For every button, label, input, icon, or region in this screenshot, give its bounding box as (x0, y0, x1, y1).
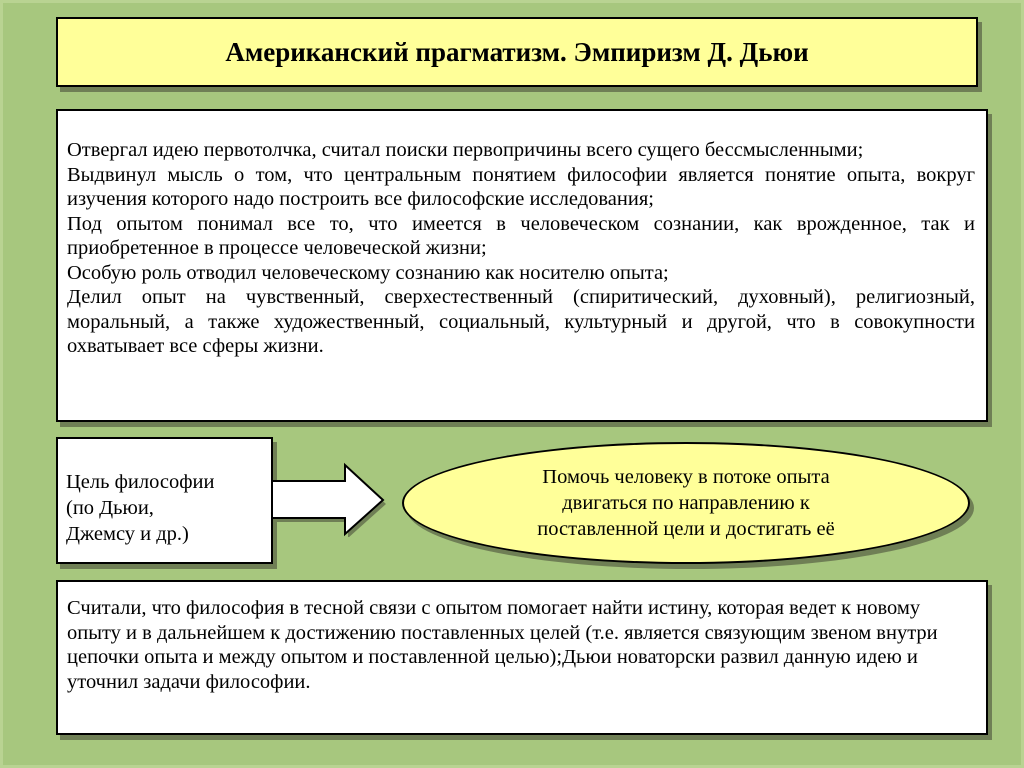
goal-text (476, 464, 896, 542)
title-box (56, 17, 978, 87)
main-point: Делил опыт на чувственный, сверхестественный (спиритический, духовный), религиозный, моральный, а также художественный, социальный, культурный и другой, что в совокупности охватывает все сферы жизни. (67, 286, 975, 357)
slide-title: Американский прагматизм. Эмпиризм Д. Дьюи (225, 36, 809, 67)
goal-ellipse (402, 442, 970, 564)
main-points-box (56, 109, 988, 422)
right-arrow-icon (269, 462, 387, 537)
goal-label-line: Джемсу и др.) (66, 523, 189, 545)
main-point: Особую роль отводил человеческому сознанию как носителю опыта; (67, 261, 669, 284)
goal-label-box (56, 437, 273, 564)
conclusion-text: Считали, что философия в тесной связи с опытом помогает найти истину, которая ведет к новому опыту и в дальнейшем к достижению поставленных целей (т.е. является связующим звеном внутри цепочки опыта и между опытом и поставленной целью);Дьюи новаторски развил данную идею и уточнил задачи философии. (67, 597, 938, 693)
conclusion-box (56, 580, 988, 735)
goal-text-line: поставленной цели и достигать её (537, 518, 835, 540)
main-point: Выдвинул мысль о том, что центральным понятием философии является понятие опыта, вокруг изучения которого надо построить все философские исследования; (67, 163, 975, 210)
goal-label-line: (по Дьюи, (66, 497, 154, 519)
goal-text-line: двигаться по направлению к (562, 492, 810, 514)
goal-text-line: Помочь человеку в потоке опыта (542, 466, 830, 488)
goal-label-line: Цель философии (66, 471, 215, 493)
main-point: Отвергал идею первотолчка, считал поиски первопричины всего сущего бессмысленными; (67, 139, 864, 161)
main-point: Под опытом понимал все то, что имеется в человеческом сознании, как врожденное, так и приобретенное в процессе человеческой жизни; (67, 212, 975, 259)
